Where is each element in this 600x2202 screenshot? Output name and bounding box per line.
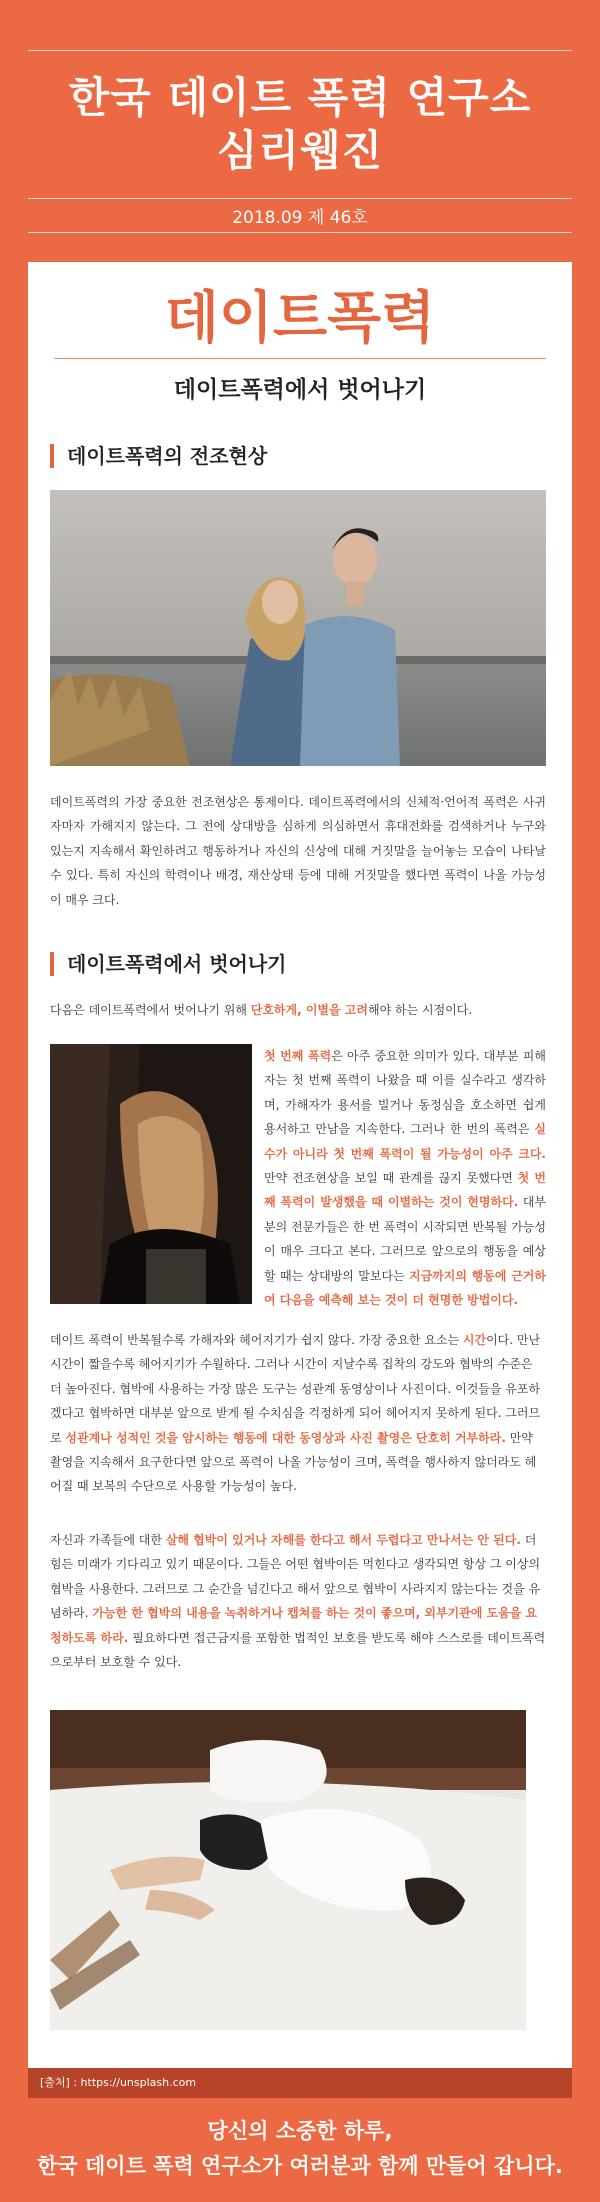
escape-intro	[50, 998, 546, 1022]
magazine-title-line-1: 한국 데이트 폭력 연구소	[68, 73, 532, 122]
footer-line-2: 한국 데이트 폭력 연구소가 여러분과 함께 만들어 갑니다.	[37, 2154, 563, 2178]
section-heading-precursors: 데이트폭력의 전조현상	[50, 444, 267, 468]
side-text-1: 은 아주 중요한 의미가 있다. 대부분 피해자는 첫 번째 폭력이 나왔을 때 이를 실수라고 생각하며, 가해자가 용서를 빌거나 동정심을 호소하면 쉽게 용서하고 만남을 지속한다. 그러나 한 번의 폭력은	[264, 1049, 546, 1137]
p3-text-1: 자신과 가족들에 대한	[50, 1533, 166, 1547]
p2-text-2: 이다. 만난 시간이 짧을수록 헤어지기가 수월하다. 그러나 시간이 지날수록 집착의 강도와 협박의 수준은 더 높아진다. 협박에 사용하는 가장 많은 도구는 성관계 동영상이나 사진이다. 이것들을 유포하겠다고 협박하면 대부분 앞으로 받게 될 수치심을 걱정하게 되어 헤어지지 못하게 된다. 그러므로	[50, 1333, 541, 1445]
issue-rule-top	[28, 198, 572, 199]
section-heading-escape: 데이트폭력에서 벗어나기	[50, 952, 286, 976]
side-hl-2: 실수가 아니라 첫 번째 폭력이 될 가능성이 아주 크다.	[264, 1122, 546, 1161]
footer-line-1: 당신의 소중한 하루,	[207, 2119, 393, 2143]
p2-hl-2: 성관계나 성적인 것을 암시하는 행동에 대한 동영상과 사진 촬영은 단호히 거부하라.	[65, 1430, 506, 1445]
article-subtitle: 데이트폭력에서 벗어나기	[173, 377, 427, 403]
first-violence-paragraph	[264, 1044, 546, 1312]
article-paper	[28, 262, 572, 2068]
p3-hl-1: 살해 협박이 있거나 자해를 한다고 해서 두렵다고 만나서는 안 된다.	[165, 1533, 521, 1547]
precursor-paragraph: 데이트폭력의 가장 중요한 전조현상은 통제이다. 데이트폭력에서의 신체적·언어적 폭력은 사귀자마자 가해지지 않는다. 그 전에 상대방을 심하게 의심하면서 휴대전화를 검색하거나 누구와 있는지 지속해서 확인하려고 행동하거나 자신의 신상에 대해 거짓말을 늘어놓는 모습이 나타날 수 있다. 특히 자신의 학력이나 배경, 재산상태 등에 대해 거짓말을 했다면 폭력이 나올 가능성이 매우 크다.	[50, 795, 546, 907]
repeat-violence-paragraph	[50, 1328, 546, 1499]
side-hl-1: 첫 번째 폭력	[264, 1049, 332, 1063]
header-top-rule	[28, 50, 572, 51]
header	[0, 0, 600, 262]
intro-text-a: 다음은 데이트폭력에서 벗어나기 위해	[50, 1003, 251, 1017]
image-credit: [출처] : https://unsplash.com	[28, 2068, 572, 2098]
issue-rule-bottom	[28, 232, 572, 233]
side-text-2: 만약 전조현상을 보일 때 관계를 끊지 못했다면	[264, 1171, 518, 1186]
p2-hl-1: 시간	[462, 1333, 487, 1347]
magazine-title-line-2: 심리웹진	[216, 126, 384, 175]
threat-paragraph	[50, 1528, 546, 1674]
p2-text-1: 데이트 폭력이 반복될수록 가해자와 헤어지기가 쉽지 않다. 가장 중요한 요소는	[50, 1333, 463, 1347]
p3-text-2: 더 힘든 미래가 기다리고 있기 때문이다. 그들은 어떤 협박이든 먹힌다고 생각되면 항상 그 이상의 협박을 사용한다. 그러므로 그 순간을 넘긴다고 해서 앞으로 협박이 사라지지 않는다는 것을 유념하라.	[50, 1533, 541, 1621]
issue-number: 2018.09 제 46호	[232, 208, 368, 228]
p3-hl-2: 가능한 한 협박의 내용을 녹취하거나 캡쳐를 하는 것이 좋으며, 외부기관에 도움을 요청하도록 하라.	[50, 1606, 538, 1645]
intro-text-b: 해야 하는 시점이다.	[367, 1003, 473, 1017]
intro-highlight: 단호하게, 이별을 고려	[250, 1003, 368, 1017]
woman-hair-photo	[50, 1044, 252, 1304]
side-hl-4: 지금까지의 행동에 근거하여 다음을 예측해 보는 것이 더 현명한 방법이다.	[264, 1268, 546, 1308]
woman-on-bed-photo	[50, 1710, 526, 2030]
p2-text-3: 만약 촬영을 지속해서 요구한다면 앞으로 폭력이 나올 가능성이 크며, 폭력을 행사하지 않더라도 헤어질 때 보복의 수단으로 사용할 가능성이 높다.	[50, 1430, 537, 1494]
title-divider	[54, 358, 546, 359]
side-text-3: 대부분의 전문가들은 한 번 폭력이 시작되면 반복될 가능성이 매우 크다고 본다. 그러므로 앞으로의 행동을 예상할 때는 상대방의 말보다는	[264, 1195, 547, 1283]
article-title: 데이트폭력	[164, 286, 436, 351]
couple-photo	[50, 490, 546, 766]
p3-text-3: 필요하다면 접근금지를 포함한 법적인 보호를 받도록 해야 스스로를 데이트폭력으로부터 보호할 수 있다.	[50, 1630, 546, 1670]
side-hl-3: 첫 번째 폭력이 발생했을 때 이별하는 것이 현명하다.	[264, 1171, 546, 1210]
